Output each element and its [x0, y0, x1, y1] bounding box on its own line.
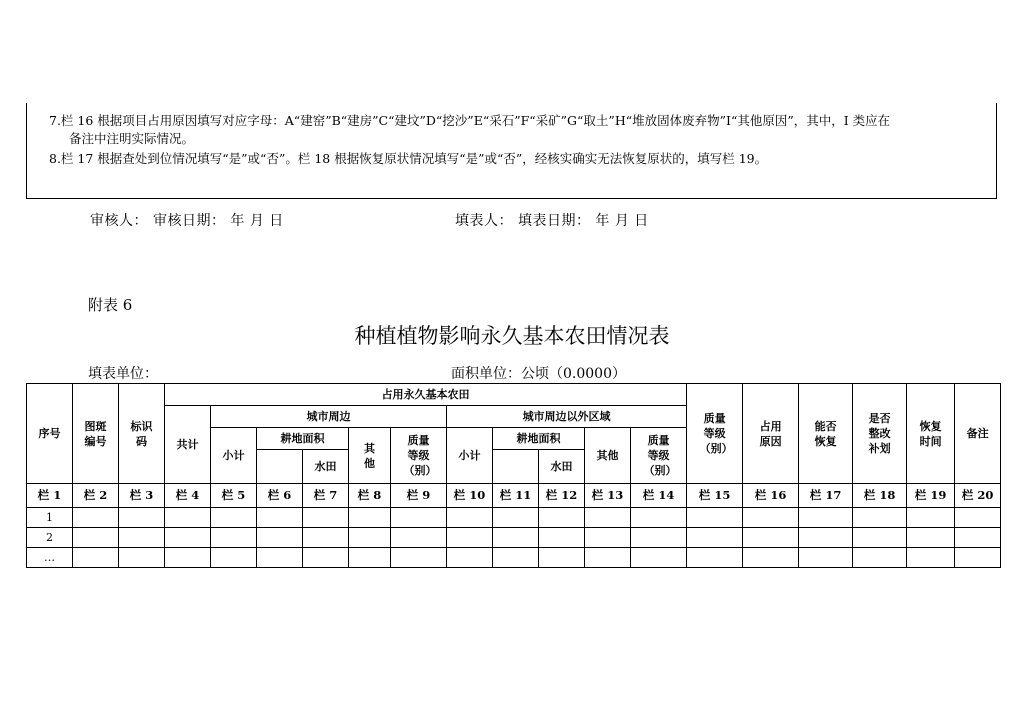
- header-paddy-2: 水田: [539, 450, 585, 484]
- column-number-row: [27, 484, 1001, 508]
- table-cell: [799, 548, 853, 568]
- note-8: 8.栏 17 根据查处到位情况填写“是”或“否”。栏 18 根据恢复原状情况填写“是”或“否”，经核实确实无法恢复原状的，填写栏 19。: [49, 151, 768, 166]
- column-number-cell: 栏 2: [73, 484, 119, 508]
- notes-box: [26, 103, 997, 199]
- column-number-cell: 栏 5: [211, 484, 257, 508]
- table-cell: [119, 548, 165, 568]
- table-cell: [391, 528, 447, 548]
- table-cell: [539, 528, 585, 548]
- table-cell: [165, 528, 211, 548]
- column-number-cell: 栏 10: [447, 484, 493, 508]
- header-code: 标识码: [119, 384, 165, 484]
- table-cell: [853, 548, 907, 568]
- table-cell: [631, 528, 687, 548]
- header-restore: 能否恢复: [799, 384, 853, 484]
- table-cell: [799, 508, 853, 528]
- area-unit-label: 面积单位：公顷（0.0000）: [451, 366, 626, 382]
- header-other: 其他: [349, 428, 391, 484]
- header-paddy: 水田: [303, 450, 349, 484]
- header-time: 恢复时间: [907, 384, 955, 484]
- column-number-cell: 栏 17: [799, 484, 853, 508]
- table-cell: [955, 548, 1001, 568]
- table-cell: [955, 528, 1001, 548]
- table-cell: [493, 508, 539, 528]
- table-cell: [743, 548, 799, 568]
- table-cell: [73, 548, 119, 568]
- table-cell: [211, 528, 257, 548]
- column-number-cell: 栏 6: [257, 484, 303, 508]
- column-number-cell: 栏 3: [119, 484, 165, 508]
- header-seq: 序号: [27, 384, 73, 484]
- column-number-cell: 栏 7: [303, 484, 349, 508]
- table-cell: [349, 508, 391, 528]
- table-cell: [165, 548, 211, 568]
- header-quality-total: 质量等级（别）: [687, 384, 743, 484]
- table-title: 种植植物影响永久基本农田情况表: [354, 324, 670, 348]
- table-cell: [447, 528, 493, 548]
- table-cell: [257, 548, 303, 568]
- table-cell: [539, 548, 585, 568]
- table-cell: [539, 508, 585, 528]
- table-cell: [687, 508, 743, 528]
- column-number-cell: 栏 11: [493, 484, 539, 508]
- header-arable: 耕地面积: [257, 428, 349, 450]
- table-cell: [211, 508, 257, 528]
- column-number-cell: 栏 9: [391, 484, 447, 508]
- table-cell: [303, 528, 349, 548]
- table-cell: [391, 548, 447, 568]
- farmland-table: [26, 383, 1001, 568]
- table-cell: [743, 508, 799, 528]
- table-cell: [165, 508, 211, 528]
- table-row: [27, 528, 1001, 548]
- column-number-cell: 栏 4: [165, 484, 211, 508]
- table-cell: [303, 548, 349, 568]
- column-number-cell: 栏 12: [539, 484, 585, 508]
- table-cell: [493, 528, 539, 548]
- header-arable-blank: [257, 450, 303, 484]
- table-cell: [303, 508, 349, 528]
- table-cell: [119, 508, 165, 528]
- header-total: 共计: [165, 406, 211, 484]
- header-arable-blank-2: [493, 450, 539, 484]
- column-number-cell: 栏 18: [853, 484, 907, 508]
- filler-line: 填表人： 填表日期： 年 月 日: [455, 213, 649, 229]
- annex-label: 附表 6: [88, 296, 133, 314]
- header-subtotal: 小计: [211, 428, 257, 484]
- table-cell: [493, 548, 539, 568]
- header-other-2: 其他: [585, 428, 631, 484]
- row-index-cell: 1: [27, 508, 73, 528]
- header-remark: 备注: [955, 384, 1001, 484]
- note-7-continued: 备注中注明实际情况。: [69, 131, 195, 146]
- note-7: 7.栏 16 根据项目占用原因填写对应字母：A“建窑”B“建房”C“建坟”D“挖沙”E“采石”F“采矿”G“取土”H“堆放固体废弃物”I“其他原因”，其中，I 类应在: [49, 113, 891, 128]
- table-row: [27, 508, 1001, 528]
- table-cell: [257, 508, 303, 528]
- table-cell: [119, 528, 165, 548]
- table-cell: [73, 508, 119, 528]
- header-city: 城市周边: [211, 406, 447, 428]
- table-cell: [799, 528, 853, 548]
- header-occupy: 占用永久基本农田: [165, 384, 687, 406]
- table-cell: [391, 508, 447, 528]
- column-number-cell: 栏 13: [585, 484, 631, 508]
- table-cell: [907, 528, 955, 548]
- header-quality: 质量等级（别）: [391, 428, 447, 484]
- table-cell: [853, 528, 907, 548]
- table-cell: [955, 508, 1001, 528]
- table-cell: [447, 548, 493, 568]
- column-number-cell: 栏 14: [631, 484, 687, 508]
- table-cell: [585, 508, 631, 528]
- table-cell: [687, 528, 743, 548]
- column-number-cell: 栏 16: [743, 484, 799, 508]
- table-cell: [585, 548, 631, 568]
- row-index-cell: …: [27, 548, 73, 568]
- header-outside: 城市周边以外区域: [447, 406, 687, 428]
- table-cell: [743, 528, 799, 548]
- table-cell: [257, 528, 303, 548]
- fill-unit-label: 填表单位：: [88, 366, 158, 382]
- column-number-cell: 栏 8: [349, 484, 391, 508]
- header-fix: 是否整改补划: [853, 384, 907, 484]
- table-cell: [73, 528, 119, 548]
- table-cell: [349, 528, 391, 548]
- header-reason: 占用原因: [743, 384, 799, 484]
- header-subtotal-2: 小计: [447, 428, 493, 484]
- table-cell: [349, 548, 391, 568]
- reviewer-line: 审核人： 审核日期： 年 月 日: [90, 213, 284, 229]
- header-quality-2: 质量等级（别）: [631, 428, 687, 484]
- header-map-id: 图斑编号: [73, 384, 119, 484]
- row-index-cell: 2: [27, 528, 73, 548]
- table-cell: [631, 508, 687, 528]
- table-row: [27, 548, 1001, 568]
- column-number-cell: 栏 20: [955, 484, 1001, 508]
- column-number-cell: 栏 1: [27, 484, 73, 508]
- table-cell: [907, 508, 955, 528]
- header-arable-2: 耕地面积: [493, 428, 585, 450]
- column-number-cell: 栏 19: [907, 484, 955, 508]
- table-cell: [585, 528, 631, 548]
- column-number-cell: 栏 15: [687, 484, 743, 508]
- table-cell: [211, 548, 257, 568]
- table-cell: [853, 508, 907, 528]
- table-cell: [447, 508, 493, 528]
- table-cell: [907, 548, 955, 568]
- table-cell: [631, 548, 687, 568]
- table-cell: [687, 548, 743, 568]
